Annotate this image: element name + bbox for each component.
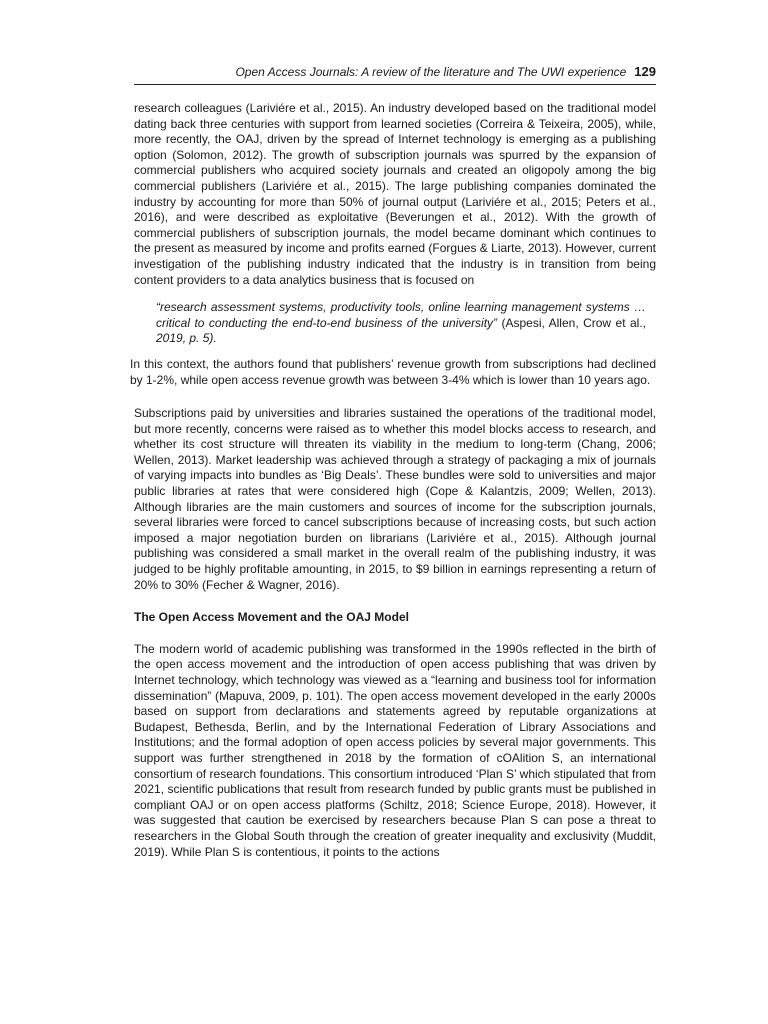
quote-source-tail: 2019, p. 5). <box>156 331 217 346</box>
paragraph-subscriptions: Subscriptions paid by universities and libraries sustained the operations of the traditional model, but more recently, concerns were raised as to whether this model blocks access to research, and whether its cost structure will threaten its viability in the medium to long-term (Chang, 2006; Wellen, 2013). Market leadership was achieved through a strategy of packaging a mix of journals of varying impacts into bundles as ‘Big Deals’. These bundles were sold to universities and major public libraries at rates that were considered high (Cope & Kalantzis, 2009; Wellen, 2013). Although libraries are the main customers and sources of income for the subscription journals, several libraries were forced to cancel subscriptions because of increasing costs, but such action imposed a major negotiation burden on librarians (Lariviére et al., 2015). Although journal publishing was considered a small market in the overall realm of the publishing industry, it was judged to be highly profitable amounting, in 2015, to $9 billion in earnings representing a return of 20% to 30% (Fecher & Wagner, 2016). <box>134 406 656 592</box>
block-quote <box>156 300 646 347</box>
header-rule <box>134 84 656 85</box>
quote-source: (Aspesi, Allen, Crow et al., <box>497 315 646 330</box>
running-header <box>134 64 656 80</box>
paragraph-revenue-growth: In this context, the authors found that publishers’ revenue growth from subscriptions had declined by 1-2%, while open access revenue growth was between 3-4% which is lower than 10 years ago. <box>130 356 656 387</box>
paragraph-publishing-history: research colleagues (Lariviére et al., 2015). An industry developed based on the traditional model dating back three centuries with support from learned societies (Correira & Teixeira, 2005), while, more recently, the OAJ, driven by the spread of Internet technology is emerging as a publishing option (Solomon, 2012). The growth of subscription journals was spurred by the expansion of commercial publishers who acquired society journals and created an oligopoly among the big commercial publishers (Lariviére et al., 2015). The large publishing companies dominated the industry by accounting for more than 50% of journal output (Lariviére et al., 2015; Peters et al., 2016), and were described as exploitative (Beverungen et al., 2012). With the growth of commercial publishers of subscription journals, the model became dominant which continues to the present as measured by income and profits earned (Forgues & Liarte, 2013). However, current investigation of the publishing industry indicated that the industry is in transition from being content providers to a data analytics business that is focused on <box>134 101 656 287</box>
quote-text: “research assessment systems, productivity tools, online learning management systems … critical to conducting the end-to-end business of the university” <box>156 300 646 330</box>
page-number: 129 <box>634 64 656 79</box>
section-heading: The Open Access Movement and the OAJ Model <box>134 610 409 625</box>
page-body <box>130 101 656 860</box>
running-title: Open Access Journals: A review of the literature and The UWI experience <box>235 65 627 79</box>
paragraph-open-access-movement: The modern world of academic publishing was transformed in the 1990s reflected in the birth of the open access movement and the introduction of open access publishing that was driven by Internet technology, which technology was viewed as a “learning and business tool for information dissemination” (Mapuva, 2009, p. 101). The open access movement developed in the early 2000s based on support from declarations and statements agreed by reputable organizations at Budapest, Bethesda, Berlin, and by the International Federation of Library Associations and Institutions; and the formal adoption of open access policies by several major governments. This support was further strengthened in 2018 by the formation of cOAlition S, an international consortium of research foundations. This consortium introduced ‘Plan S’ which stipulated that from 2021, scientific publications that result from research funded by public grants must be published in compliant OAJ or on open access platforms (Schiltz, 2018; Science Europe, 2018). However, it was suggested that caution be exercised by researchers because Plan S can pose a threat to researchers in the Global South through the creation of greater inequality and exclusivity (Muddit, 2019). While Plan S is contentious, it points to the actions <box>134 641 656 859</box>
